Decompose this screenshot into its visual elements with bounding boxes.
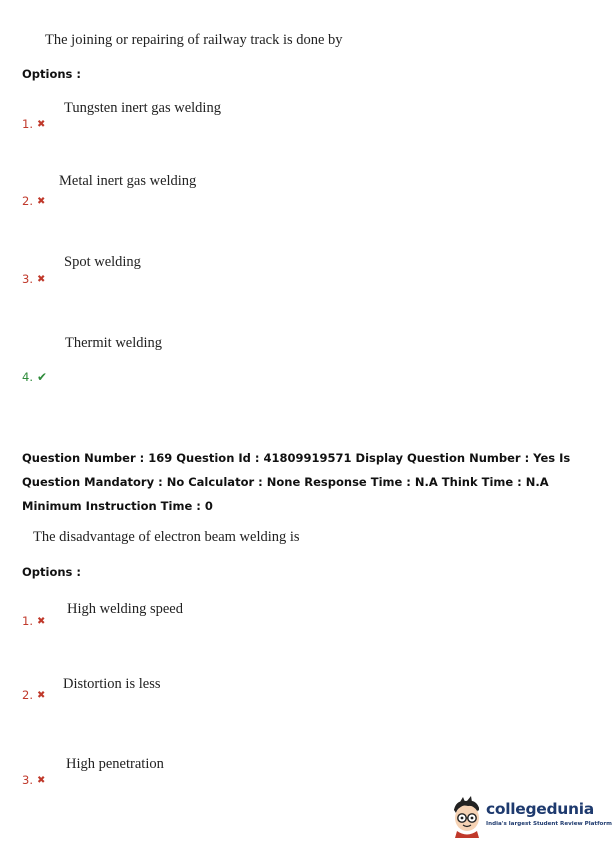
option-number: 1. ✖ [22, 614, 46, 628]
option-number: 2. ✖ [22, 688, 46, 702]
option-number: 1. ✖ [22, 117, 46, 131]
option-number: 3. ✖ [22, 272, 46, 286]
options-label: Options : [22, 67, 81, 81]
cross-icon: ✖ [36, 690, 46, 701]
option-text: Distortion is less [63, 676, 161, 692]
cross-icon: ✖ [36, 616, 46, 627]
cross-icon: ✖ [36, 196, 46, 207]
logo-tagline: India's largest Student Review Platform [486, 821, 612, 827]
logo-wordmark: collegedunia [486, 800, 594, 818]
option-number: 2. ✖ [22, 194, 46, 208]
options-label: Options : [22, 565, 81, 579]
option-number-correct: 4. ✔ [22, 370, 48, 384]
question-meta: Question Number : 169 Question Id : 41809919571 Display Question Number : Yes Is Question Mandatory : No Calculator : None Response Time : N.A Think Time : N.A Minimum Instruction Time : 0 [22, 451, 571, 513]
option-text: High welding speed [67, 601, 183, 617]
option-text: Metal inert gas welding [59, 173, 197, 189]
option-text: Spot welding [64, 254, 141, 270]
option-number: 3. ✖ [22, 773, 46, 787]
cross-icon: ✖ [36, 274, 46, 285]
question-text: The disadvantage of electron beam welding is [33, 529, 300, 545]
collegedunia-logo [448, 796, 612, 838]
option-text: Thermit welding [65, 335, 163, 351]
option-text: High penetration [66, 756, 164, 772]
cross-icon: ✖ [36, 775, 46, 786]
mascot-icon [448, 796, 486, 838]
option-text: Tungsten inert gas welding [64, 100, 221, 116]
check-icon: ✔ [36, 370, 48, 384]
cross-icon: ✖ [36, 119, 46, 130]
question-text: The joining or repairing of railway track is done by [45, 32, 343, 48]
